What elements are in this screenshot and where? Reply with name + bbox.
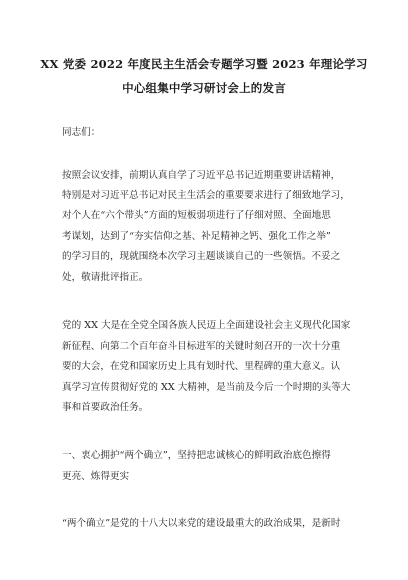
paragraph-1-line: 对个人在“六个带头”方面的短板弱项进行了仔细对照、全面地思 <box>62 210 331 221</box>
paragraph-1-line: 处，敬请批评指正。 <box>62 272 149 283</box>
paragraph-2-line: 新征程、向第二个百年奋斗目标进军的关键时刻召开的一次十分重 <box>62 341 341 352</box>
paragraph-2-line: 真学习宣传贯彻好党的 XX 大精神，是当前及今后一个时期的头等大 <box>62 382 351 393</box>
paragraph-3-line: “两个确立”是党的十八大以来党的建设最重大的政治成果，是新时 <box>62 518 341 529</box>
section-heading-line: 更亮、炼得更实 <box>62 471 130 482</box>
paragraph-2-line: 要的大会，在党和国家历史上具有划时代、里程碑的重大意义。认 <box>62 361 341 372</box>
paragraph-2-line: 党的 XX 大是在全党全国各族人民迈上全面建设社会主义现代化国家 <box>62 320 351 331</box>
salutation: 同志们： <box>62 127 101 138</box>
paragraph-1-line: 特别是对习近平总书记对民主生活会的重要要求进行了细致地学习， <box>62 190 350 201</box>
paragraph-1-line: 考谋划，达到了“夯实信仰之基、补足精神之钙、强化工作之举” <box>62 231 331 242</box>
document-title-line-1: XX 党委 2022 年度民主生活会专题学习暨 2023 年理论学习 <box>40 57 368 71</box>
paragraph-1-line: 的学习目的，现就围绕本次学习主题谈谈自己的一些领悟。不妥之 <box>62 251 341 262</box>
document-title-line-2: 中心组集中学习研讨会上的发言 <box>122 81 286 95</box>
paragraph-2-line: 事和首要政治任务。 <box>62 402 149 413</box>
section-heading-line: 一、衷心拥护“两个确立”，坚持把忠诚核心的鲜明政治底色擦得 <box>62 450 331 461</box>
paragraph-1-line: 按照会议安排，前期认真自学了习近平总书记近期重要讲话精神， <box>62 170 341 181</box>
